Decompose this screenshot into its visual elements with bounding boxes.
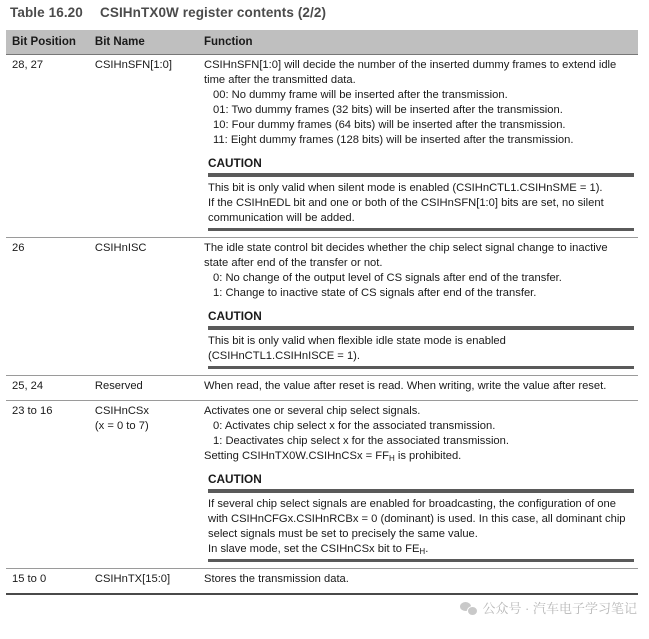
bit-name: CSIHnTX[15:0] bbox=[94, 573, 171, 585]
bit-position-cell: 28, 27 bbox=[6, 55, 89, 238]
bit-name-cell bbox=[89, 55, 198, 238]
function-description: The idle state control bit decides whether the chip select signal change to inactive state after end of the transfer or not. bbox=[204, 242, 608, 269]
function-cell bbox=[198, 376, 638, 401]
option-line: 1: Change to inactive state of CS signals after end of the transfer. bbox=[213, 287, 537, 299]
caution-text: If several chip select signals are enabled for broadcasting, the configuration of one with CSIHnCFGx.CSIHnRCBx = 0 (dominant) is used. In this case, all dominant chip select signals must be set to precisely the same value. bbox=[208, 498, 626, 540]
function-cell bbox=[198, 401, 638, 569]
option-line: 10: Four dummy frames (64 bits) will be inserted after the transmission. bbox=[213, 119, 566, 131]
option-line: 00: No dummy frame will be inserted after the transmission. bbox=[213, 89, 508, 101]
header-bit-name: Bit Name bbox=[89, 30, 198, 55]
bit-position-cell: 23 to 16 bbox=[6, 401, 89, 569]
caution-box bbox=[208, 177, 634, 231]
table-row bbox=[6, 238, 638, 376]
table-number: Table 16.20 bbox=[10, 5, 83, 20]
bit-name-range: (x = 0 to 7) bbox=[94, 420, 149, 432]
caution-heading: CAUTION bbox=[208, 472, 634, 493]
prohibited-note: Setting CSIHnTX0W.CSIHnCSx = $FF_H$ is prohibited. bbox=[204, 450, 462, 463]
caution-text: If the CSIHnEDL bit and one or both of the CSIHnSFN[1:0] bits are set, no silent communication will be added. bbox=[208, 197, 604, 224]
bit-name-cell bbox=[89, 376, 198, 401]
header-function: Function bbox=[198, 30, 638, 55]
bit-name: Reserved bbox=[94, 380, 143, 392]
function-cell bbox=[198, 238, 638, 376]
watermark bbox=[460, 598, 637, 617]
caution-text: This bit is only valid when flexible idle state mode is enabled (CSIHnCTL1.CSIHnISCE = 1). bbox=[208, 335, 506, 362]
register-table bbox=[6, 30, 638, 595]
bit-position-cell: 26 bbox=[6, 238, 89, 376]
option-line: 1: Deactivates chip select x for the associated transmission. bbox=[213, 435, 509, 447]
function-description: CSIHnSFN[1:0] will decide the number of the inserted dummy frames to extend idle time after the transmitted data. bbox=[204, 59, 617, 86]
caution-heading: CAUTION bbox=[208, 309, 634, 330]
bit-name-cell bbox=[89, 569, 198, 595]
option-line: 11: Eight dummy frames (128 bits) will be inserted after the transmission. bbox=[213, 134, 574, 146]
option-line: 0: Activates chip select x for the associated transmission. bbox=[213, 420, 496, 432]
table-name: CSIHnTX0W register contents (2/2) bbox=[100, 5, 327, 20]
function-cell bbox=[198, 55, 638, 238]
function-description: Activates one or several chip select signals. bbox=[204, 405, 421, 417]
caution-text-slave: In slave mode, set the CSIHnCSx bit to $FE_H$. bbox=[208, 543, 429, 556]
bit-position-cell: 25, 24 bbox=[6, 376, 89, 401]
caution-text: This bit is only valid when silent mode is enabled (CSIHnCTL1.CSIHnSME = 1). bbox=[208, 182, 603, 194]
bit-name-cell bbox=[89, 238, 198, 376]
table-row bbox=[6, 569, 638, 595]
option-line: 01: Two dummy frames (32 bits) will be inserted after the transmission. bbox=[213, 104, 563, 116]
table-row bbox=[6, 55, 638, 238]
bit-name-cell bbox=[89, 401, 198, 569]
watermark-text: 公众号 · 汽车电子学习笔记 bbox=[482, 601, 637, 616]
table-row bbox=[6, 376, 638, 401]
table-title bbox=[10, 5, 326, 20]
option-line: 0: No change of the output level of CS signals after end of the transfer. bbox=[213, 272, 562, 284]
caution-heading: CAUTION bbox=[208, 156, 634, 177]
function-description: Stores the transmission data. bbox=[204, 573, 349, 585]
table-header-row bbox=[6, 30, 638, 55]
wechat-icon bbox=[460, 601, 477, 615]
function-description: When read, the value after reset is read. When writing, write the value after reset. bbox=[204, 380, 607, 392]
bit-position-cell: 15 to 0 bbox=[6, 569, 89, 595]
header-bit-position: Bit Position bbox=[6, 30, 89, 55]
function-cell bbox=[198, 569, 638, 595]
bit-name: CSIHnSFN[1:0] bbox=[94, 59, 172, 71]
caution-box bbox=[208, 330, 634, 369]
bit-name: CSIHnISC bbox=[94, 242, 147, 254]
table-row bbox=[6, 401, 638, 569]
bit-name: CSIHnCSx bbox=[94, 405, 149, 417]
caution-box bbox=[208, 493, 634, 562]
